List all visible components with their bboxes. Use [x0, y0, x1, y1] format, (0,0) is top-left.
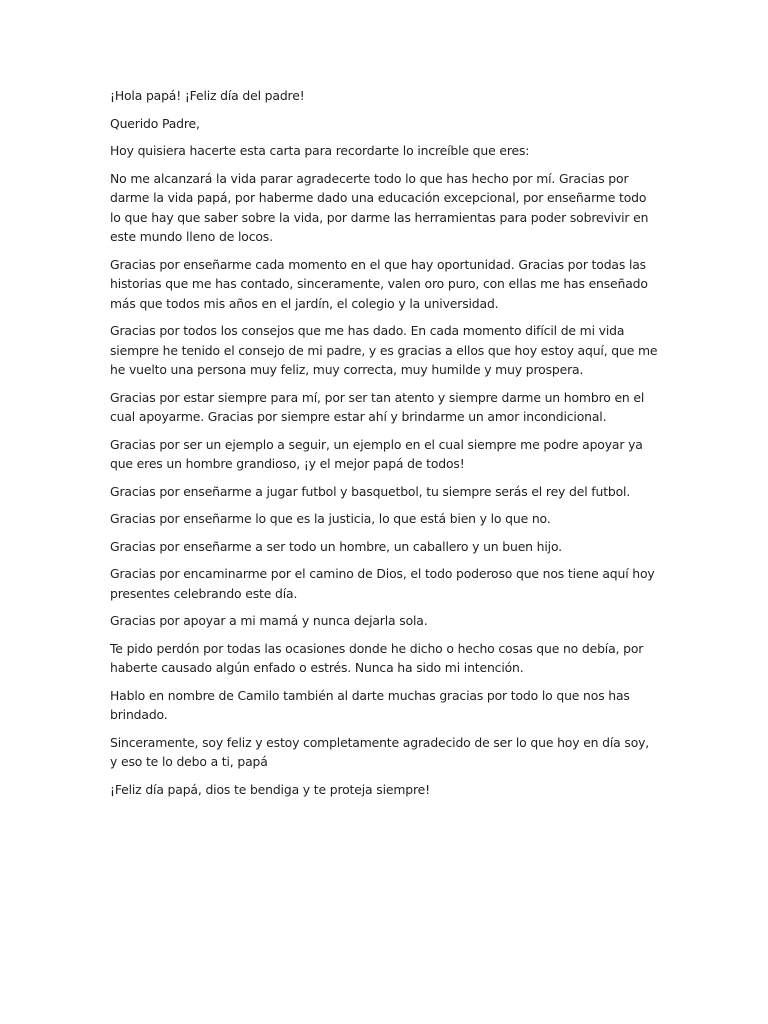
letter-closing: ¡Feliz día papá, dios te bendiga y te proteja siempre! — [110, 781, 430, 797]
letter-paragraph: Gracias por todos los consejos que me has dado. En cada momento difícil de mi vida siempre he tenido el consejo de mi padre, y es gracias a ellos que hoy estoy aquí, que me he vuelto una persona muy feliz, muy correcta, muy humilde y muy prospera. — [110, 323, 658, 377]
letter-paragraph: Gracias por enseñarme cada momento en el que hay oportunidad. Gracias por todas las historias que me has contado, sinceramente, valen oro puro, con ellas me has enseñado más que todos mis años en el jardín, el colegio y la universidad. — [110, 256, 648, 311]
letter-paragraph: Gracias por enseñarme a ser todo un hombre, un caballero y un buen hijo. — [110, 538, 562, 554]
letter-paragraph: Gracias por enseñarme lo que es la justicia, lo que está bien y lo que no. — [110, 511, 551, 526]
letter-salutation: Querido Padre, — [110, 115, 200, 131]
letter-paragraph: Sinceramente, soy feliz y estoy completamente agradecido de ser lo que hoy en día soy, y eso te lo debo a ti, papá — [110, 734, 650, 769]
letter-paragraph: Gracias por ser un ejemplo a seguir, un ejemplo en el cual siempre me podre apoyar ya que eres un hombre grandioso, ¡y el mejor papá de todos! — [110, 436, 643, 471]
letter-intro: Hoy quisiera hacerte esta carta para recordarte lo increíble que eres: — [110, 143, 530, 158]
letter-body — [110, 86, 658, 807]
letter-paragraph: Gracias por estar siempre para mí, por ser tan atento y siempre darme un hombro en el cual apoyarme. Gracias por siempre estar ahí y brindarme un amor incondicional. — [110, 389, 645, 424]
letter-paragraph: Te pido perdón por todas las ocasiones donde he dicho o hecho cosas que no debía, por haberte causado algún enfado o estrés. Nunca ha sido mi intención. — [110, 640, 644, 675]
letter-paragraph: No me alcanzará la vida parar agradecerte todo lo que has hecho por mí. Gracias por darme la vida papá, por haberme dado una educación excepcional, por enseñarme todo lo que hay que saber sobre la vida, por darme las herramientas para poder sobrevivir en este mundo lleno de locos. — [110, 170, 649, 244]
letter-paragraph: Hablo en nombre de Camilo también al darte muchas gracias por todo lo que nos has brindado. — [110, 687, 630, 722]
letter-paragraph: Gracias por encaminarme por el camino de Dios, el todo poderoso que nos tiene aquí hoy presentes celebrando este día. — [110, 566, 655, 601]
letter-paragraph: Gracias por apoyar a mi mamá y nunca dejarla sola. — [110, 613, 428, 628]
letter-greeting: ¡Hola papá! ¡Feliz día del padre! — [110, 88, 305, 103]
letter-paragraph: Gracias por enseñarme a jugar futbol y basquetbol, tu siempre serás el rey del futbol. — [110, 483, 631, 499]
